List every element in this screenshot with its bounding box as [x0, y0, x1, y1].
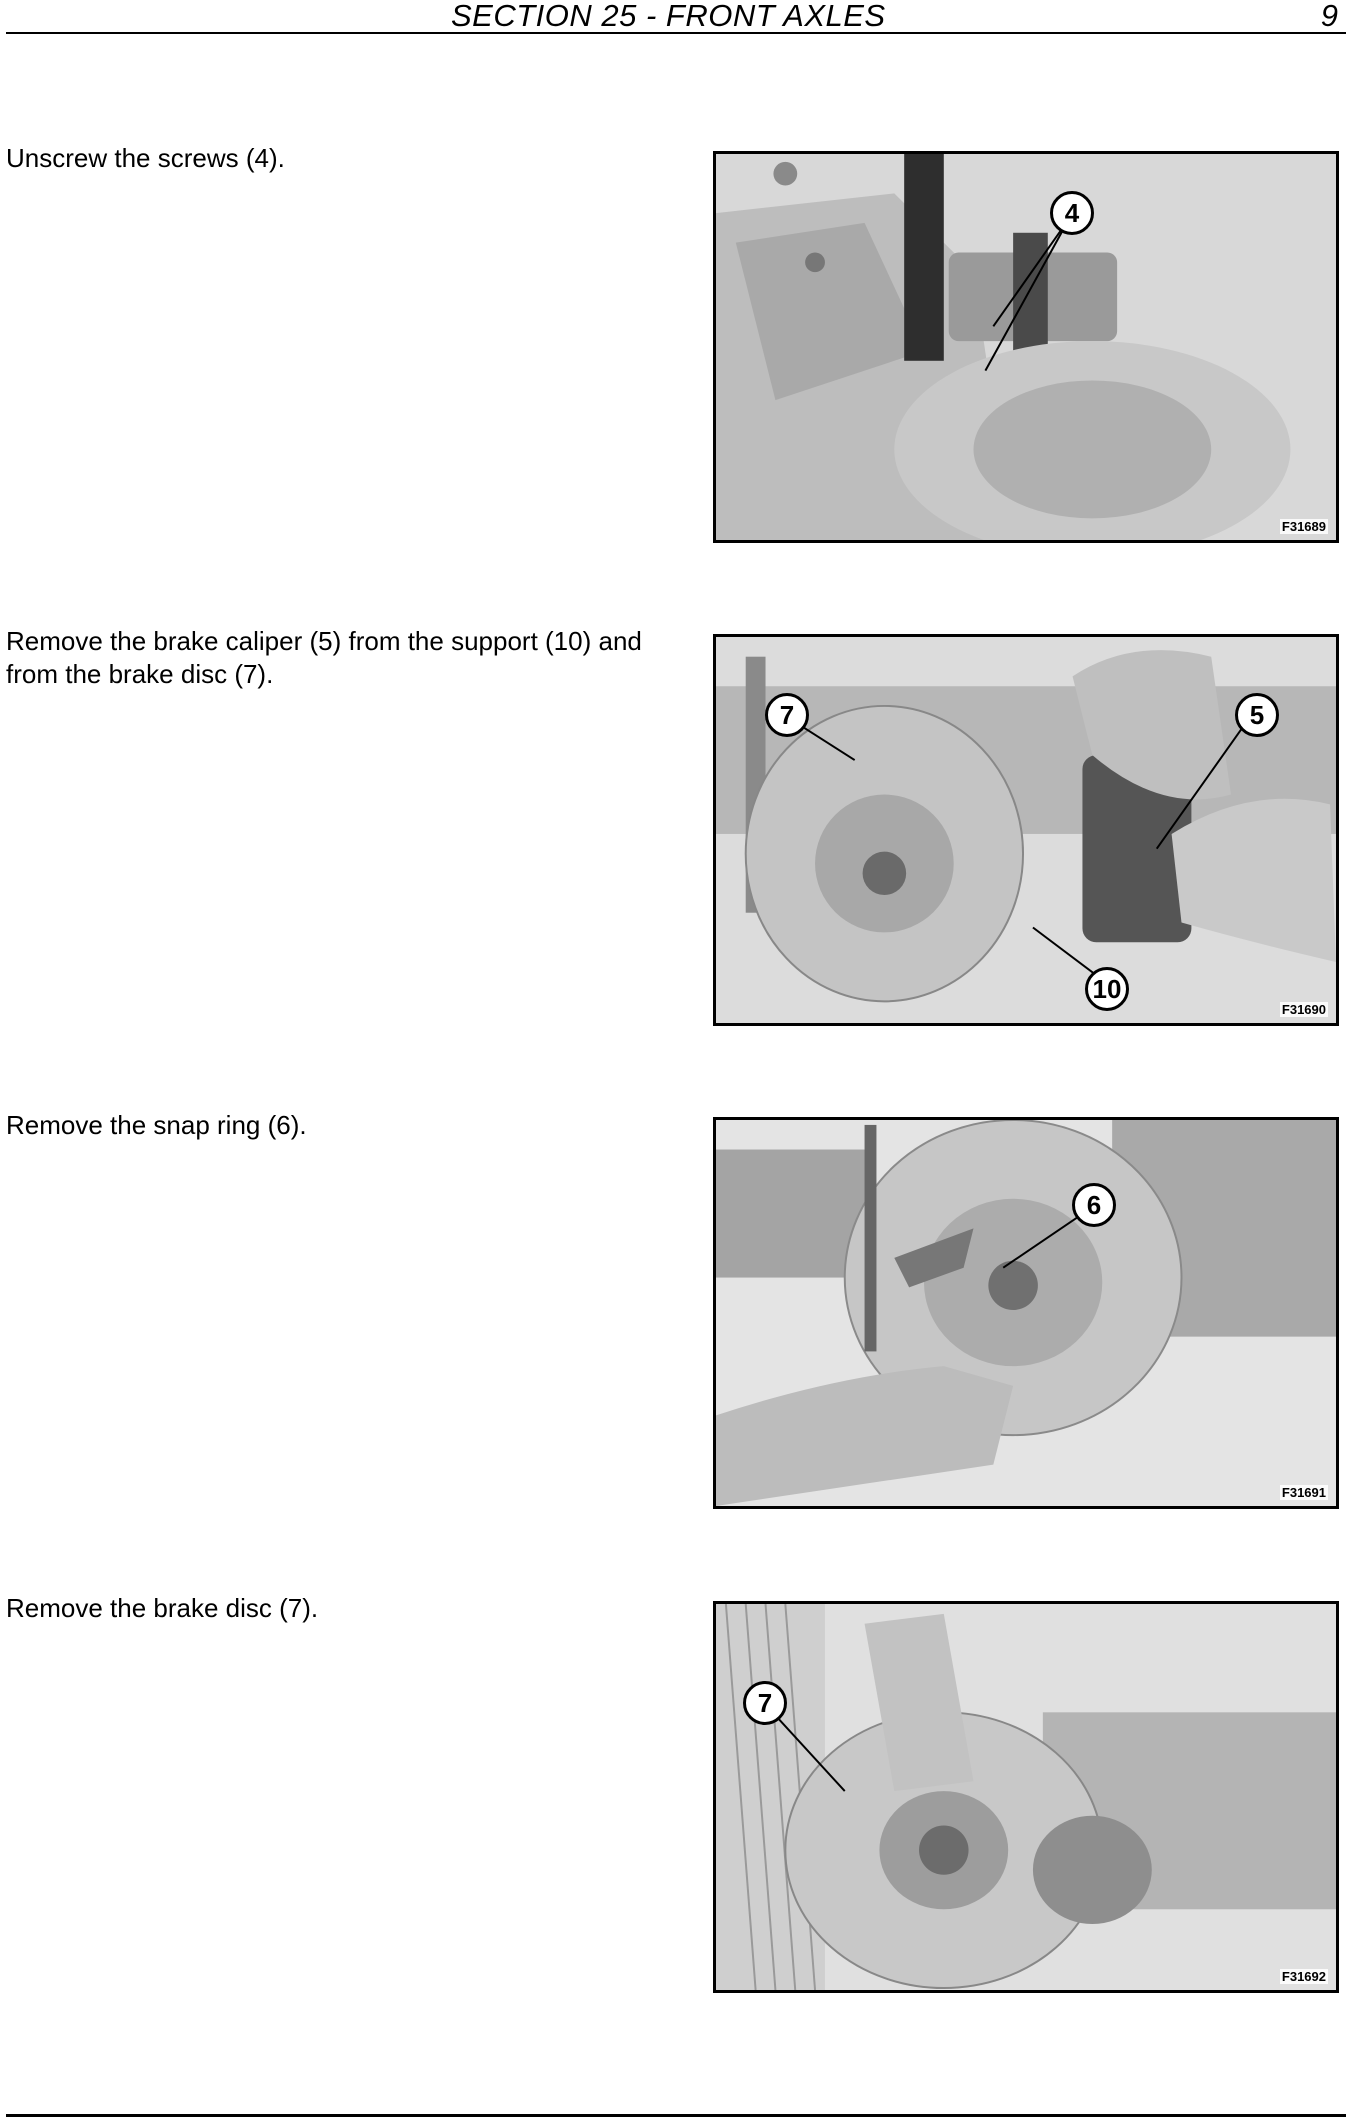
- figure-code: F31690: [1281, 1002, 1326, 1017]
- figure-f31689: [713, 151, 1339, 543]
- footer-rule: [6, 2114, 1346, 2117]
- page-header: [6, 0, 1346, 34]
- callout-6: 6: [1072, 1183, 1116, 1227]
- figure-f31690: [713, 634, 1339, 1026]
- section-title: SECTION 25 - FRONT AXLES: [451, 0, 886, 33]
- step-4-text: Remove the brake disc (7).: [6, 1593, 319, 1623]
- callout-10: 10: [1085, 967, 1129, 1011]
- callout-5: 5: [1235, 693, 1279, 737]
- callout-4: 4: [1050, 191, 1094, 235]
- figure-code: F31689: [1281, 519, 1326, 534]
- figure-f31691: [713, 1117, 1339, 1509]
- page-number: 9: [1320, 0, 1338, 33]
- brake-disc-removal-photo: [716, 1604, 1336, 1990]
- figure-code: F31691: [1281, 1485, 1326, 1500]
- callout-7: 7: [765, 693, 809, 737]
- callout-7: 7: [743, 1681, 787, 1725]
- figure-code: F31692: [1281, 1969, 1326, 1984]
- step-3-text: Remove the snap ring (6).: [6, 1110, 307, 1140]
- figure-f31692: [713, 1601, 1339, 1993]
- snap-ring-photo: [716, 1120, 1336, 1506]
- axle-caliper-photo: [716, 154, 1336, 540]
- step-1-text: Unscrew the screws (4).: [6, 143, 285, 173]
- step-2-text: Remove the brake caliper (5) from the support (10) and from the brake disc (7).: [6, 626, 642, 689]
- caliper-removal-photo: [716, 637, 1336, 1023]
